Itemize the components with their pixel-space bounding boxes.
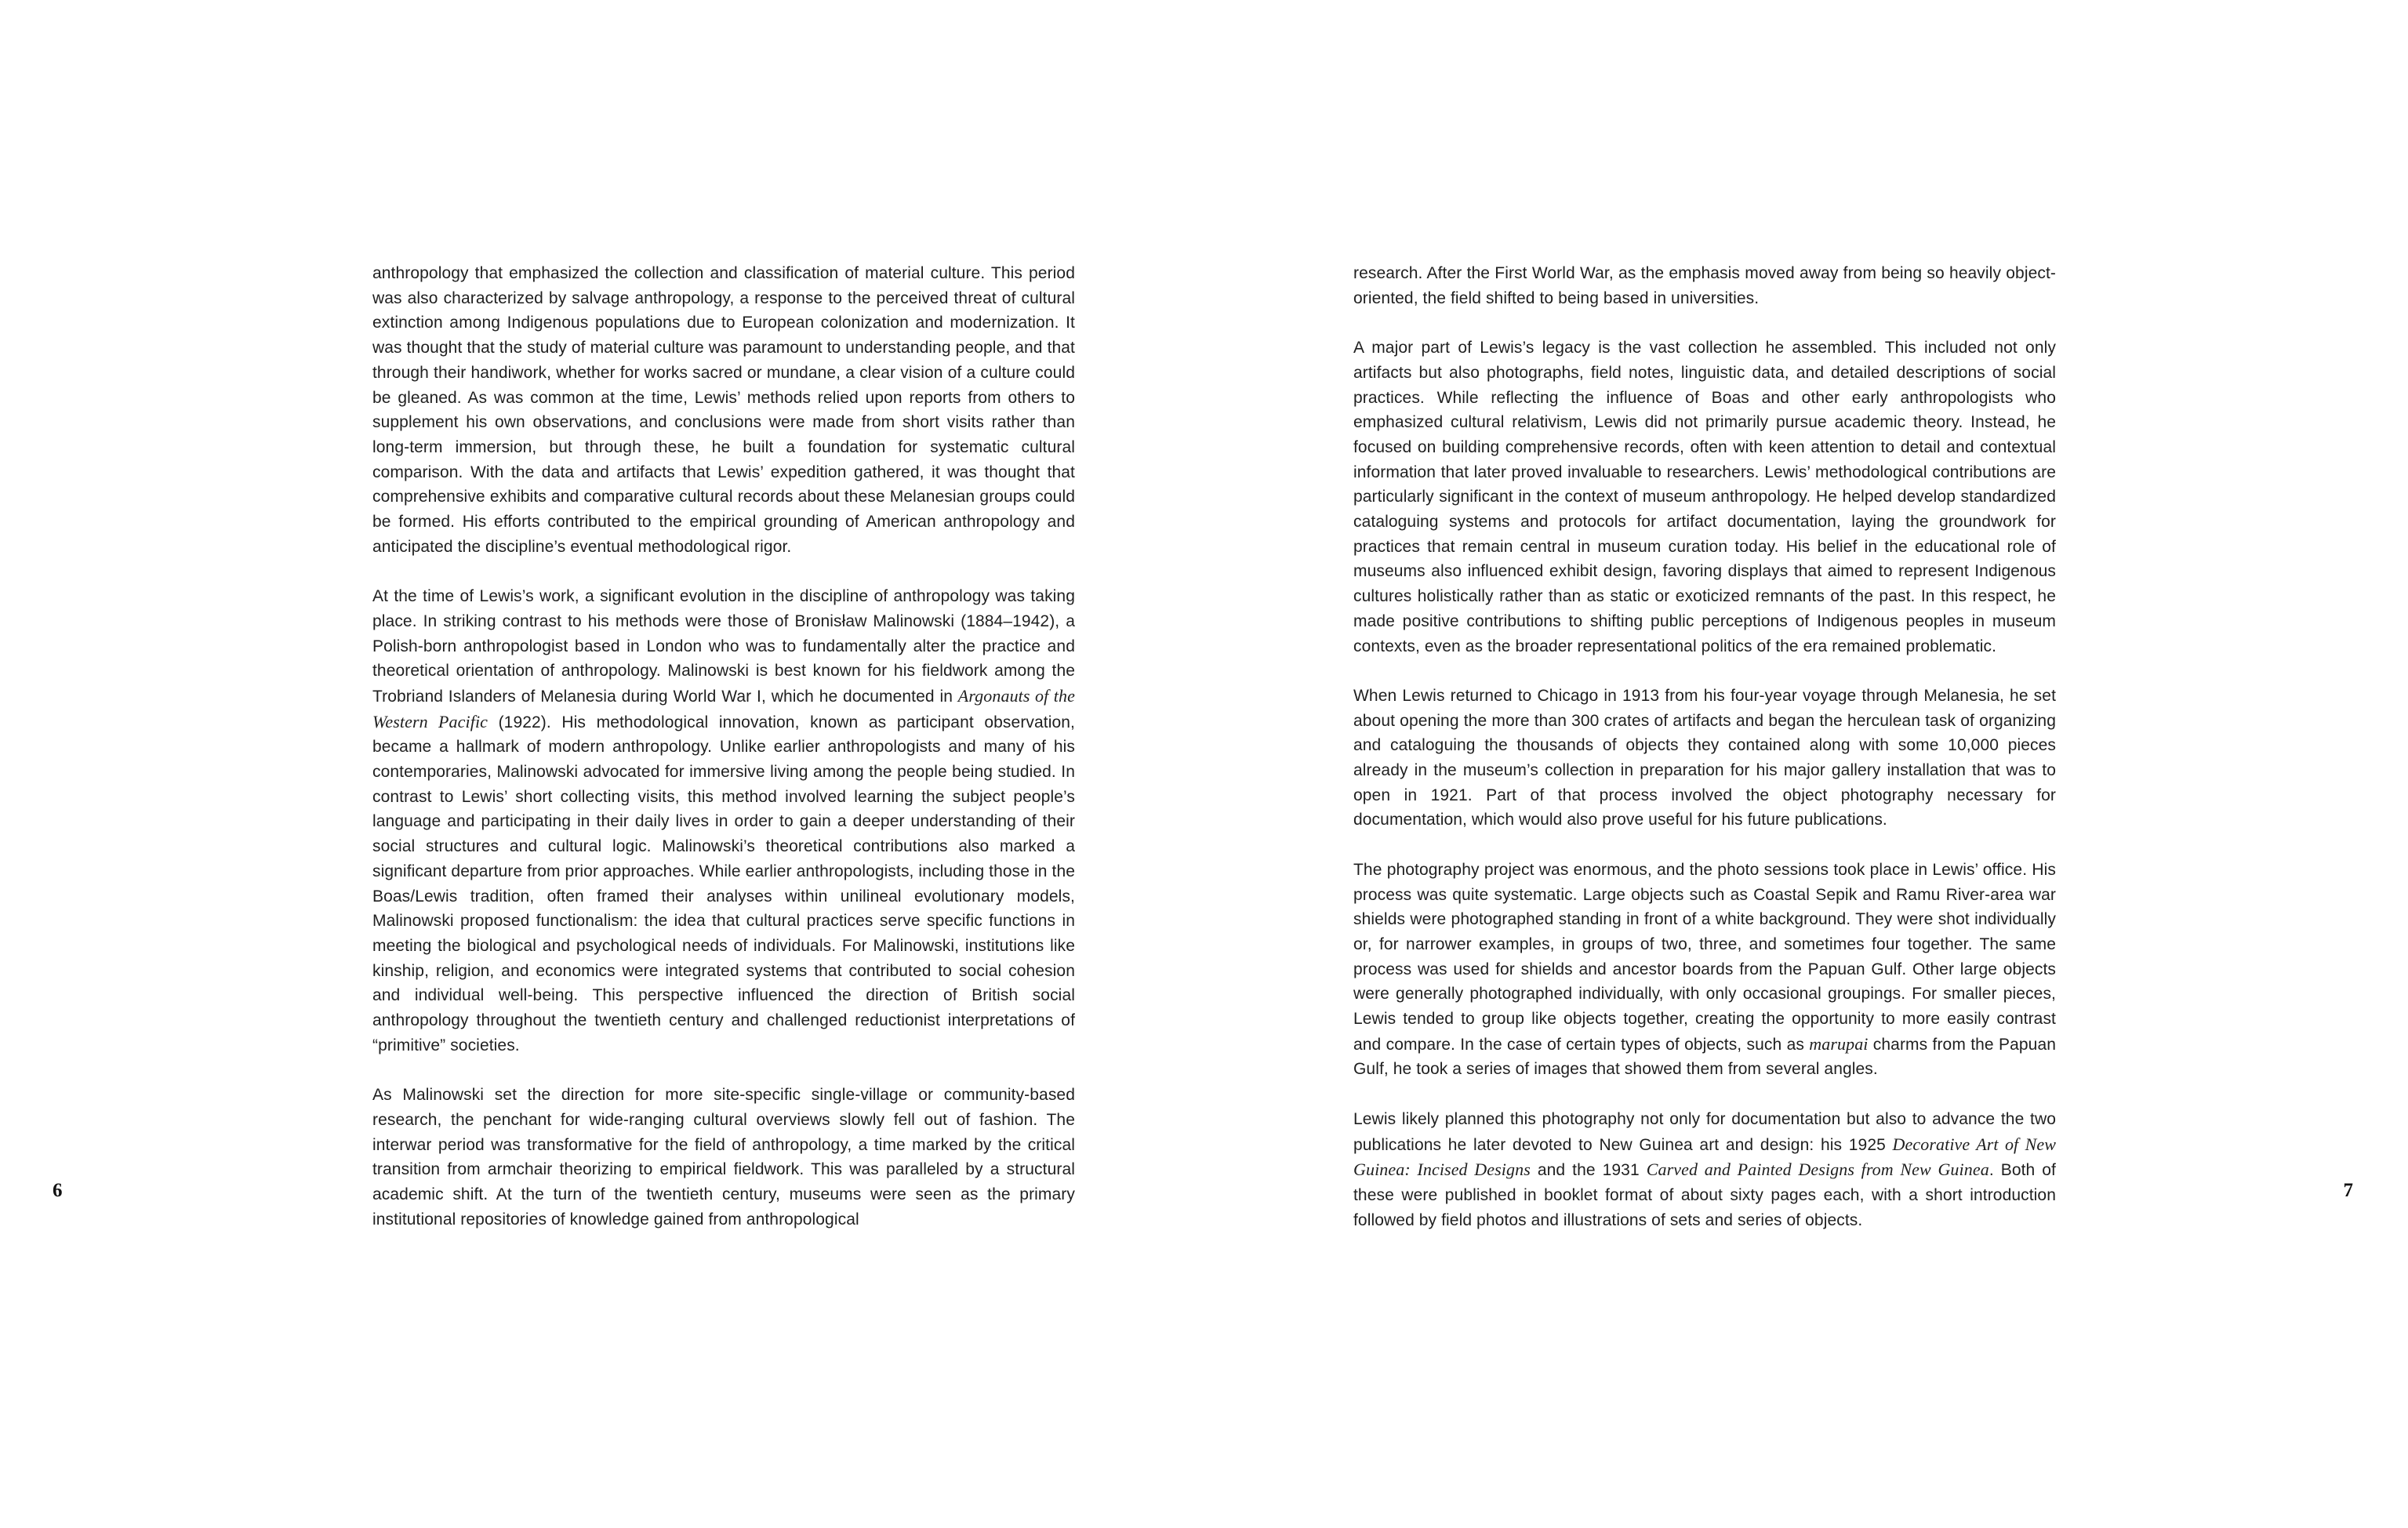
right-text-column [1353,261,2056,1232]
book-title: Argonauts of the Western Pacific [372,685,1075,731]
paragraph-text: (1922). His methodological innovation, known as participant observation, became a hallmark of modern anthropology. Unlike earlier anthropologists and many of his contemporaries, Malinowski advocated for immersive living among the people being studied. In contrast to Lewis’ short collecting visits, this method involved learning the subject people’s language and participating in their daily lives in order to gain a deeper understanding of their social structures and cultural logic. Malinowski’s theoretical contributions also marked a significant departure from prior approaches. While earlier anthropologists, including those in the Boas/Lewis tradition, often framed their analyses within unilineal evolutionary models, Malinowski proposed functionalism: the idea that cultural practices serve specific functions in meeting the biological and psychological needs of individuals. For Malinowski, institutions like kinship, religion, and economics were integrated systems that contributed to social cohesion and individual well-being. This perspective influenced the direction of British social anthropology throughout the twentieth century and challenged reductionist interpretations of “primitive” societies. [372,713,1075,1054]
book-title: Decorative Art of New Guinea: Incised Designs [1353,1134,2056,1180]
paragraph-text: At the time of Lewis’s work, a significant evolution in the discipline of anthropology was taking place. In striking contrast to his methods were those of Bronisław Malinowski (1884–1942), a Polish-born anthropologist based in London who was to fundamentally alter the practice and theoretical orientation of anthropology. Malinowski is best known for his fieldwork among the Trobriand Islanders of Melanesia during World War I, which he documented in [372,587,1075,706]
paragraph-text: When Lewis returned to Chicago in 1913 from his four-year voyage through Melanesia, he set about opening the more than 300 crates of artifacts and began the herculean task of organizing and cataloguing the thousands of objects they contained along with some 10,000 pieces already in the museum’s collection in preparation for his major gallery installation that was to open in 1921. Part of that process involved the object photography necessary for documentation, which would also prove useful for his future publications. [1353,686,2056,829]
paragraph-text: A major part of Lewis’s legacy is the vast collection he assembled. This included not only artifacts but also photographs, field notes, linguistic data, and detailed descriptions of social practices. While reflecting the influence of Boas and other early anthropologists who emphasized cultural relativism, Lewis did not primarily pursue academic theory. Instead, he focused on building comprehensive records, often with keen attention to detail and contextual information that later proved invaluable to researchers. Lewis’ methodological contributions are particularly significant in the context of museum anthropology. He helped develop standardized cataloguing systems and protocols for artifact documentation, laying the groundwork for practices that remain central in museum curation today. His belief in the educational role of museums also influenced exhibit design, favoring displays that aimed to represent Indigenous cultures holistically rather than as static or exoticized remnants of the past. In this respect, he made positive contributions to shifting public perceptions of Indigenous peoples in museum contexts, even as the broader representational politics of the era remained problematic. [1353,339,2056,655]
paragraph-text: charms from the Papuan Gulf, he took a series of images that showed them from several angles. [1353,1035,2057,1079]
paragraph [1353,858,2056,1082]
right-page [1204,0,2408,1528]
paragraph [1353,1107,2056,1233]
paragraph-text: Lewis likely planned this photography not only for documentation but also to advance the two publications he later devoted to New Guinea art and design: his 1925 [1353,1109,2056,1154]
page-number: 7 [2343,1180,2353,1201]
paragraph [372,584,1075,1058]
paragraph-text: The photography project was enormous, and the photo sessions took place in Lewis’ office. His process was quite systematic. Large objects such as Coastal Sepik and Ramu River-area war shields were photographed standing in front of a white background. They were shot individually or, for narrower examples, in groups of two, three, and sometimes four together. The same process was used for shields and ancestor boards from the Papuan Gulf. Other large objects were generally photographed individually, with only occasional groupings. For smaller pieces, Lewis tended to group like objects together, creating the opportunity to more easily contrast and compare. In the case of certain types of objects, such as [1353,860,2056,1054]
paragraph-text: anthropology that emphasized the collection and classification of material culture. This period was also characterized by salvage anthropology, a response to the perceived threat of cultural extinction among Indigenous populations due to European colonization and modernization. It was thought that the study of material culture was paramount to understanding people, and that through their handiwork, whether for works sacred or mundane, a clear vision of a culture could be gleaned. As was common at the time, Lewis’ methods relied upon reports from others to supplement his own observations, and conclusions were made from short visits rather than long-term immersion, but through these, he built a foundation for systematic cultural comparison. With the data and artifacts that Lewis’ expedition gathered, it was thought that comprehensive exhibits and comparative cultural records about these Melanesian groups could be formed. His efforts contributed to the empirical grounding of American anthropology and anticipated the discipline’s eventual methodological rigor. [372,264,1075,556]
paragraph-text: research. After the First World War, as the emphasis moved away from being so heavily object-oriented, the field shifted to being based in universities. [1353,264,2056,307]
book-title: Carved and Painted Designs from New Guinea [1646,1160,1989,1180]
page-number: 6 [53,1180,63,1201]
paragraph [1353,261,2056,310]
left-text-column [372,261,1075,1232]
paragraph-text: As Malinowski set the direction for more site-specific single-village or community-based research, the penchant for wide-ranging cultural overviews slowly fell out of fashion. The interwar period was transformative for the field of anthropology, a time marked by the critical transition from armchair theorizing to empirical fieldwork. This was paralleled by a structural academic shift. At the turn of the twentieth century, museums were seen as the primary institutional repositories of knowledge gained from anthropological [372,1086,1075,1229]
italic-term: marupai [1809,1033,1869,1054]
paragraph-text: and the 1931 [1530,1161,1647,1180]
paragraph [1353,336,2056,659]
paragraph-text: . Both of these were published in booklet format of about sixty pages each, with a short introduction followed by field photos and illustrations of sets and series of objects. [1353,1161,2056,1229]
paragraph [1353,684,2056,833]
paragraph [372,1083,1075,1232]
paragraph [372,261,1075,559]
